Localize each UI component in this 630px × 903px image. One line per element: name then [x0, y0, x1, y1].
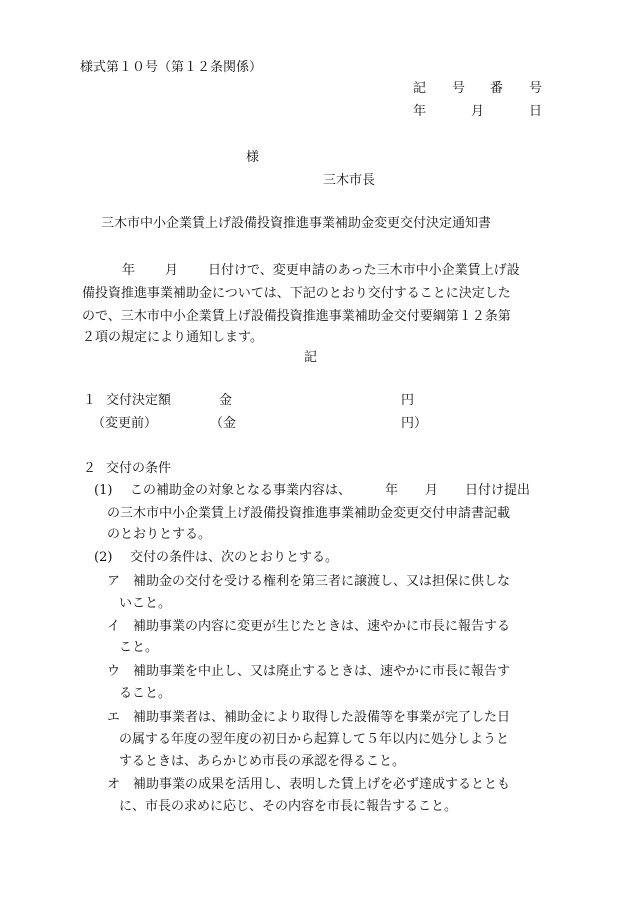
intro-line	[82, 263, 540, 279]
condition-mark: イ	[107, 619, 121, 634]
condition-mark: エ	[107, 710, 121, 725]
intro-line: ２項の規定により通知します。	[82, 330, 263, 345]
recipient-suffix: 様	[246, 150, 260, 165]
condition-mark: オ	[107, 777, 121, 792]
ki-heading: 記	[304, 350, 318, 365]
before-change-label: （変更前）	[92, 416, 158, 431]
condition-line: 補助事業の成果を活用し、表明した賃上げを必ず達成するととも	[133, 777, 511, 792]
condition-line: こと。	[119, 640, 159, 655]
yen-label: 円	[401, 393, 415, 408]
date-year-label: 年	[413, 104, 427, 119]
condition-mark: ウ	[107, 664, 121, 679]
form-label: 様式第１０号（第１２条関係）	[80, 60, 263, 75]
doc-number-char: 号	[452, 81, 466, 96]
sub1-year-label: 年	[385, 483, 399, 498]
doc-number-char: 番	[490, 81, 504, 96]
grant-amount-label: 交付決定額	[106, 393, 172, 408]
sub1-month-label: 月	[425, 483, 439, 498]
condition-line: 補助事業者は、補助金により取得した設備等を事業が完了した日	[133, 710, 511, 725]
condition-line: 補助事業の内容に変更が生じたときは、速やかに市長に報告する	[133, 619, 511, 634]
condition-line: いこと。	[119, 596, 172, 611]
document-title: 三木市中小企業賃上げ設備投資推進事業補助金変更交付決定通知書	[101, 216, 492, 231]
before-yen-label: 円）	[401, 416, 428, 431]
sub-item-line: 交付の条件は、次のとおりとする。	[130, 550, 339, 565]
intro-text: 日付けで、変更申請のあった三木市中小企業賃上げ設	[208, 263, 520, 278]
sub-item-number: (1)	[94, 483, 113, 498]
intro-line: ので、三木市中小企業賃上げ設備投資推進事業補助金交付要綱第１２条第	[82, 309, 511, 324]
kin-label: 金	[219, 393, 233, 408]
intro-line: 備投資推進事業補助金については、下記のとおり交付することに決定した	[82, 286, 511, 301]
condition-line: するときは、あらかじめ市長の承認を得ること。	[119, 754, 406, 769]
sub1-text: 日付け提出	[465, 483, 531, 498]
condition-line: 補助事業を中止し、又は廃止するときは、速やかに市長に報告す	[133, 664, 511, 679]
sub-item-line: の三木市中小企業賃上げ設備投資推進事業補助金変更交付申請書記載	[107, 506, 511, 521]
sender: 三木市長	[323, 173, 376, 188]
sub-item-number: (2)	[94, 550, 113, 565]
condition-line: の属する年度の翌年度の初日から起算して５年以内に処分しようと	[119, 732, 510, 747]
doc-number-char: 記	[413, 81, 427, 96]
sub-item-line	[130, 483, 530, 499]
intro-year-label: 年	[122, 263, 136, 278]
sub1-text: この補助金の対象となる事業内容は、	[130, 483, 352, 498]
conditions-heading: 交付の条件	[106, 461, 172, 476]
condition-line: 補助金の交付を受ける権利を第三者に譲渡し、又は担保に供しな	[133, 574, 511, 589]
date-month-label: 月	[471, 104, 485, 119]
condition-line: ること。	[119, 686, 172, 701]
condition-mark: ア	[107, 574, 121, 589]
doc-number-char: 号	[529, 81, 543, 96]
item-number: ２	[83, 461, 97, 476]
sub-item-line: のとおりとする。	[107, 527, 212, 542]
date-day-label: 日	[529, 104, 543, 119]
condition-line: に、市長の求めに応じ、その内容を市長に報告すること。	[119, 799, 458, 814]
before-kin-label: （金	[210, 416, 237, 431]
item-number: １	[83, 393, 97, 408]
intro-month-label: 月	[165, 263, 179, 278]
